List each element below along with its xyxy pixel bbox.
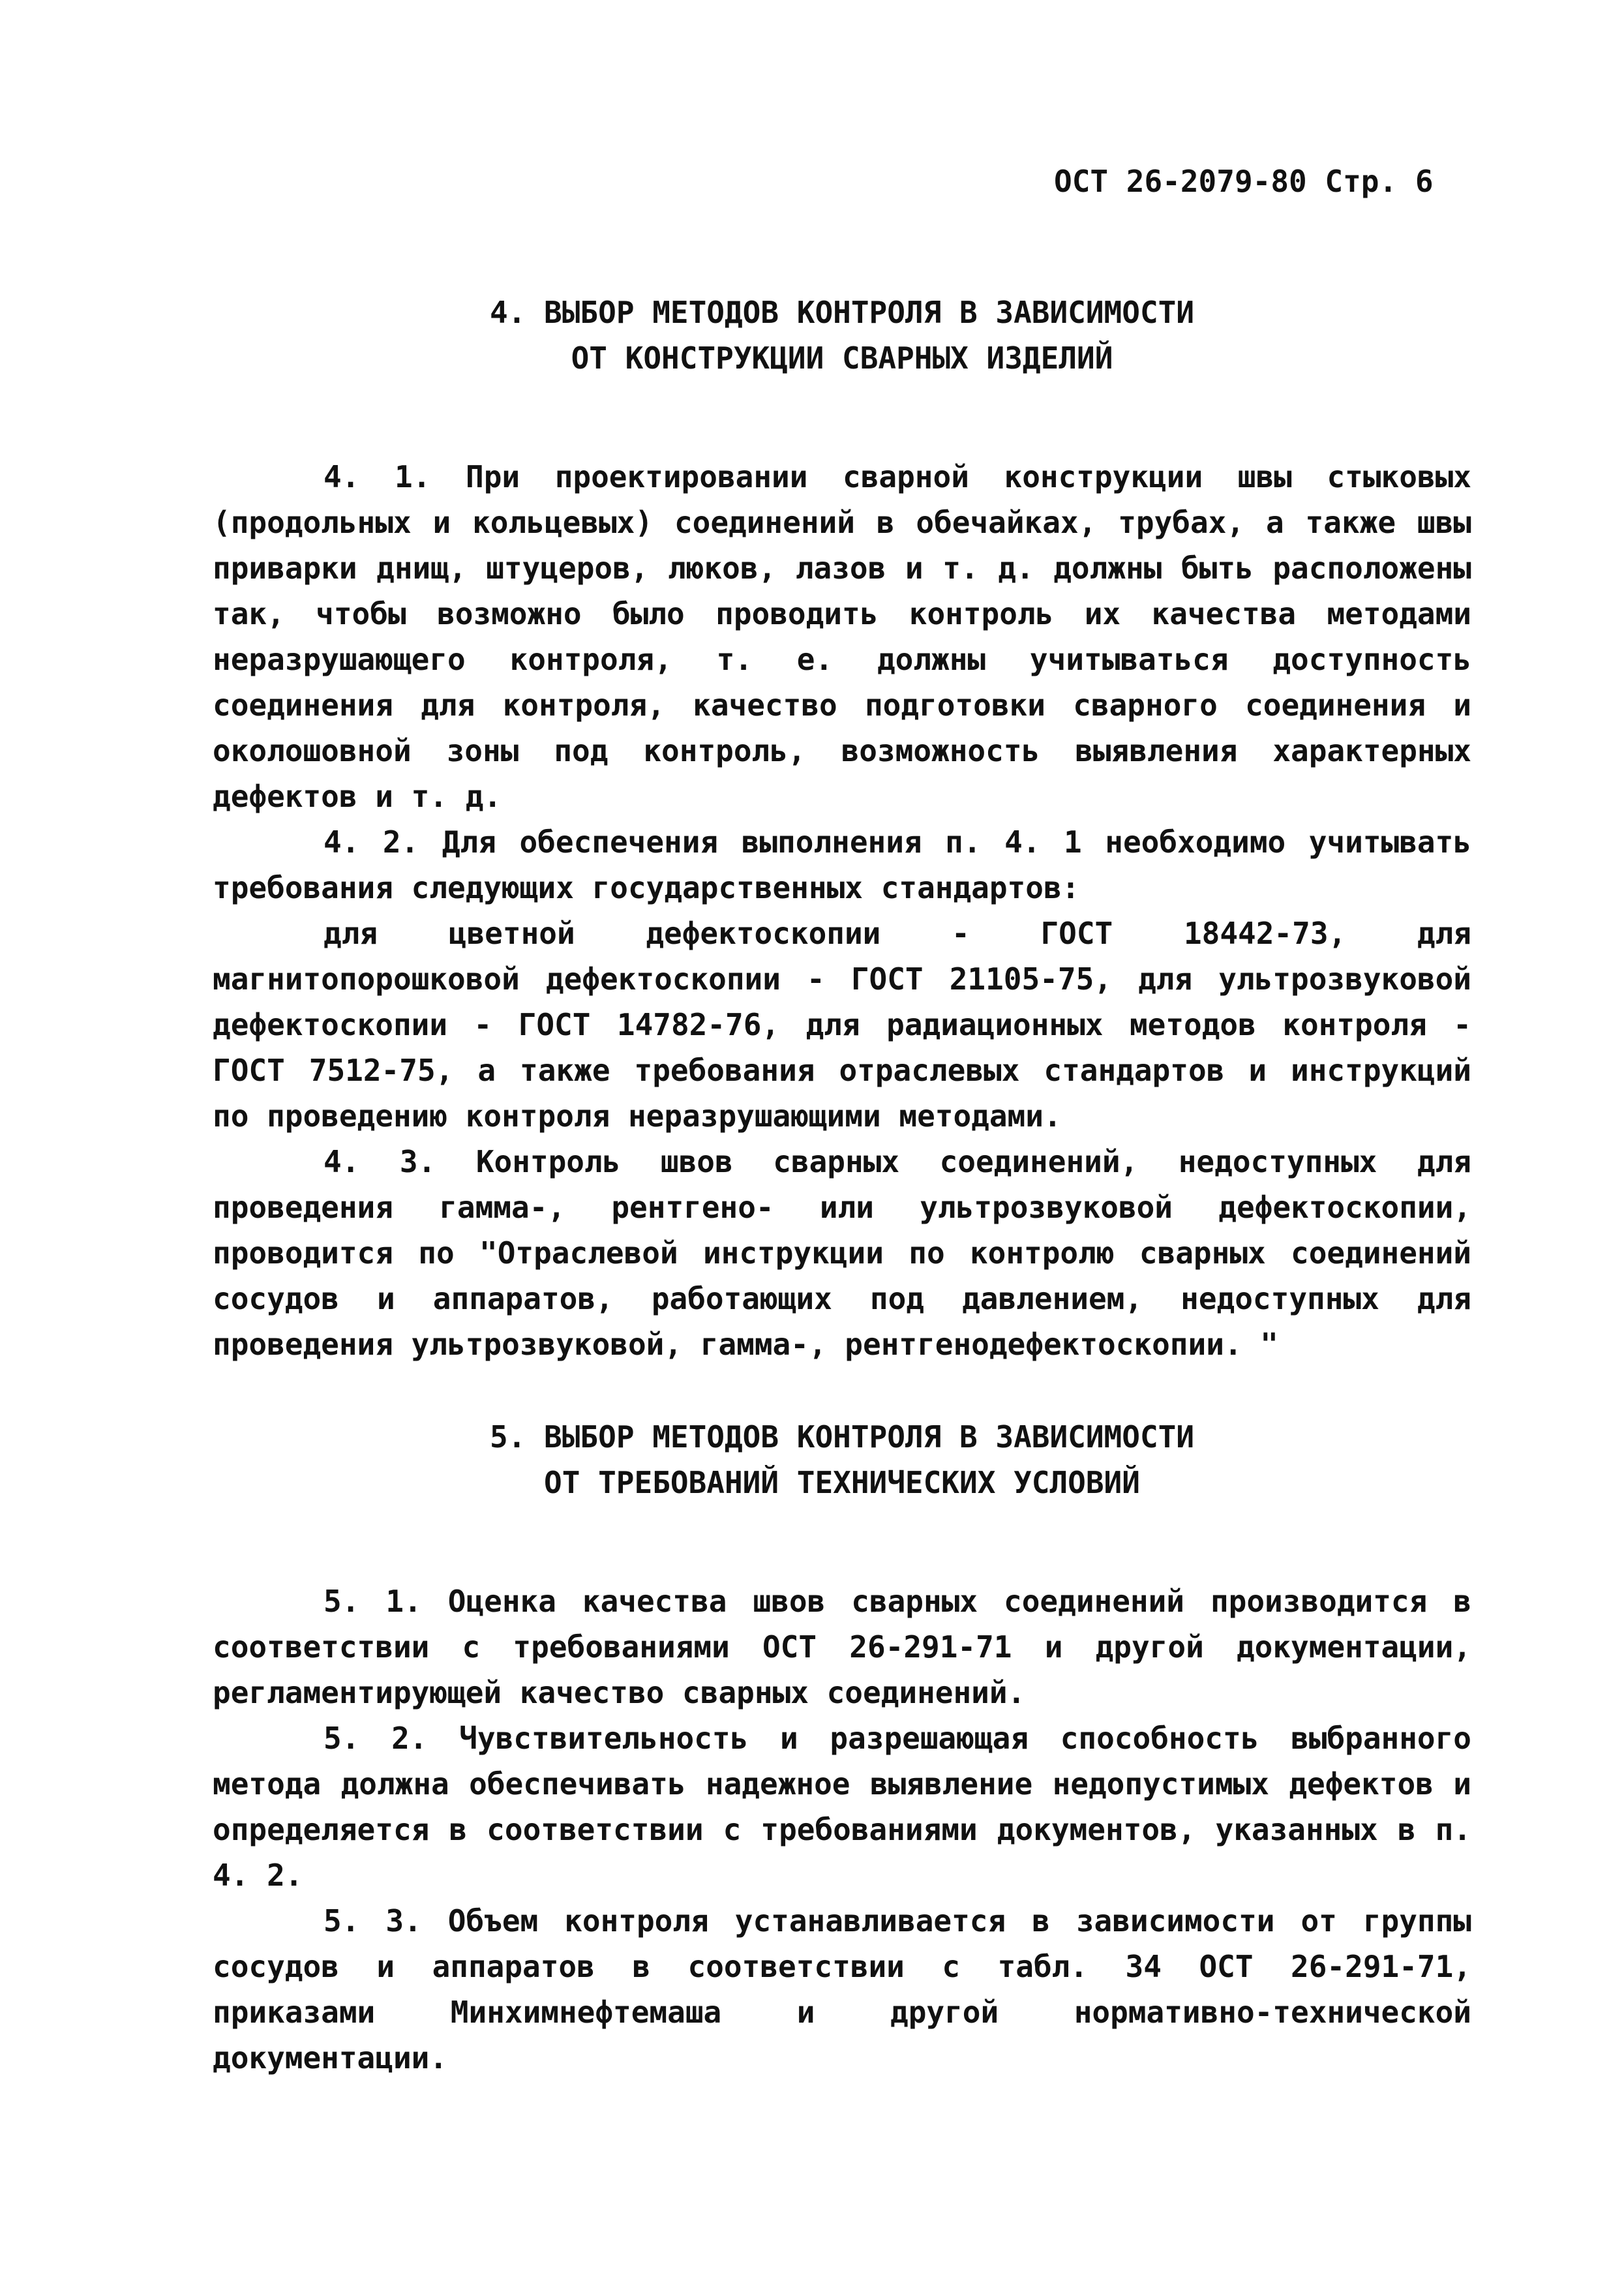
page-header: ОСТ 26-2079-80 Стр. 6 <box>1054 164 1434 199</box>
paragraph-5-3: 5. 3. Объем контроля устанавливается в зависимости от группы сосудов и аппаратов в соответствии с табл. 34 ОСТ 26-291-71, приказами Минхимнефтемаша и другой нормативно-технической документации. <box>213 1903 1471 2075</box>
section-5-title-line1: 5. ВЫБОР МЕТОДОВ КОНТРОЛЯ В ЗАВИСИМОСТИ <box>489 1419 1195 1455</box>
section-5 <box>213 1414 1471 2081</box>
section-4-title-line1: 4. ВЫБОР МЕТОДОВ КОНТРОЛЯ В ЗАВИСИМОСТИ <box>489 295 1195 330</box>
paragraph-4-3: 4. 3. Контроль швов сварных соединений, недоступных для проведения гамма-, рентгено- или ультрозвуковой дефектоскопии, проводится по "Отраслевой инструкции по контролю сварных соединений сосудов и аппаратов, работающих под давлением, недоступных для проведения ультрозвуковой, гамма-, рентгенодефектоскопии. " <box>213 1144 1471 1362</box>
section-5-title-line2: ОТ ТРЕБОВАНИЙ ТЕХНИЧЕСКИХ УСЛОВИЙ <box>544 1465 1140 1500</box>
paragraph-4-2-standards: для цветной дефектоскопии - ГОСТ 18442-73, для магнитопорошковой дефектоскопии - ГОСТ 21105-75, для ультрозвуковой дефектоскопии - ГОСТ 14782-76, для радиационных методов контроля - ГОСТ 7512-75, а также требования отраслевых стандартов и инструкций по проведению контроля неразрушающими методами. <box>213 916 1471 1134</box>
paragraph-5-2: 5. 2. Чувствительность и разрешающая способность выбранного метода должна обеспечивать надежное выявление недопустимых дефектов и определяется в соответствии с требованиями документов, указанных в п. 4. 2. <box>213 1721 1471 1893</box>
section-4 <box>213 290 1471 1367</box>
spacer <box>213 381 1471 454</box>
spacer <box>213 1505 1471 1578</box>
section-4-title <box>213 290 1471 381</box>
paragraph-4-1: 4. 1. При проектировании сварной конструкции швы стыковых (продольных и кольцевых) соединений в обечайках, трубах, а также швы приварки днищ, штуцеров, люков, лазов и т. д. должны быть расположены так, чтобы возможно было проводить контроль их качества методами неразрушающего контроля, т. е. должны учитываться доступность соединения для контроля, качество подготовки сварного соединения и околошовной зоны под контроль, возможность выявления характерных дефектов и т. д. <box>213 459 1471 814</box>
section-4-title-line2: ОТ КОНСТРУКЦИИ СВАРНЫХ ИЗДЕЛИЙ <box>571 340 1113 376</box>
paragraph-4-2: 4. 2. Для обеспечения выполнения п. 4. 1 необходимо учитывать требования следующих государственных стандартов: <box>213 824 1471 905</box>
section-4-body <box>213 454 1471 1367</box>
section-5-title <box>213 1414 1471 1505</box>
paragraph-5-1: 5. 1. Оценка качества швов сварных соединений производится в соответствии с требованиями ОСТ 26-291-71 и другой документации, регламентирующей качество сварных соединений. <box>213 1584 1471 1710</box>
section-5-body <box>213 1578 1471 2081</box>
